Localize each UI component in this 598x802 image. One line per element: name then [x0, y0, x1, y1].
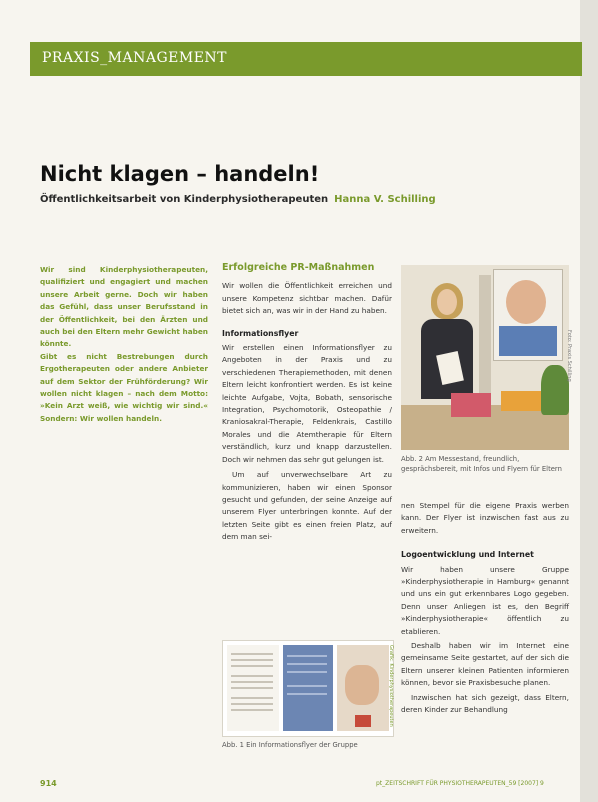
logo-paragraph: Wir haben unsere Gruppe »Kinderphysiotherapie in Hamburg« genannt und uns ein gut erkennbares Logo gegeben. Denn unser Anliegen ist es, den Begriff »Kinderphysiotherapie« öffentlich zu etablieren. — [401, 564, 569, 636]
pr-intro: Wir wollen die Öffentlichkeit erreichen und unsere Kompetenz sichtbar machen. Dafür bietet sich an, was wir in der Hand zu haben. — [222, 281, 392, 316]
photo-credit: Foto: Praxis Schilling — [566, 330, 572, 382]
lead-text — [40, 264, 208, 425]
flyer-image — [222, 640, 394, 737]
flyer-paragraph: Um auf unverwechselbare Art zu kommunizieren, haben wir einen Sponsor gesucht und gefunden, der seine Anzeige auf unserem Flyer unterbringen konnte. Auf der letzten Seite gibt es einen freien Platz, auf dem man sei- — [222, 470, 392, 542]
figure-2-caption: Abb. 2 Am Messestand, freundlich, gesprächsbereit, mit Infos und Flyern für Eltern — [401, 455, 562, 473]
column-two — [222, 262, 392, 544]
flyer-paragraph: Wir erstellen einen Informationsflyer zu Angeboten in der Praxis und zu verschiedenen Therapiemethoden, mit denen Eltern leicht konfrontiert werden. Es ist keine leichte Aufgabe, Vojta, Bobath, sensorische Integration, Psychomotorik, Osteopathie / Kraniosakral-Therapie, Feldenkrais, Castillo Morales und die Atemtherapie für Eltern verständlich, kurz und knapp darzustellen. Doch wir nehmen das sehr gut gelungen ist. — [222, 343, 392, 464]
logo-mark — [355, 715, 371, 727]
article-title: Nicht klagen – handeln! — [40, 162, 320, 186]
booth-photo — [401, 265, 569, 450]
logo-paragraph: Deshalb haben wir im Internet eine gemeinsame Seite gestartet, auf der sich die Eltern unserer kleinen Patienten informieren können, bevor sie Praxisbesuche planen. — [401, 641, 569, 688]
logo-paragraph: Inzwischen hat sich gezeigt, dass Eltern, deren Kinder zur Behandlung — [401, 692, 569, 715]
article-subtitle — [40, 194, 436, 205]
page-edge — [580, 0, 598, 802]
lead-paragraph: Wir sind Kinderphysiotherapeuten, qualifiziert und engagiert und machen unsere Arbeit gerne. Doch wir haben das Gefühl, dass unser Berufsstand in der Öffentlichkeit, bei den Ärzten und auch bei den Eltern mehr Gewicht haben könnte. — [40, 265, 208, 349]
col3-paragraph: nen Stempel für die eigene Praxis werben kann. Der Flyer ist inzwischen fast aus zu erweitern. — [401, 501, 569, 535]
flyer-page — [337, 645, 389, 731]
pr-heading: Erfolgreiche PR-Maßnahmen — [222, 262, 375, 273]
section-banner — [30, 42, 582, 76]
subtitle-text: Öffentlichkeitsarbeit von Kinderphysiotherapeuten — [40, 194, 329, 205]
flyer-heading: Informationsflyer — [222, 328, 299, 338]
logo-heading: Logoentwicklung und Internet — [401, 550, 534, 560]
flyer-page — [227, 645, 279, 731]
page-number: 914 — [40, 779, 57, 788]
column-three — [401, 500, 569, 717]
article-author: Hanna V. Schilling — [334, 194, 436, 205]
flyer-page — [283, 645, 333, 731]
baby-poster — [493, 269, 563, 361]
lead-paragraph: Gibt es nicht Bestrebungen durch Ergotherapeuten oder andere Anbieter auf dem Sektor der Frühförderung? Wir wollen nicht klagen – nach dem Motto: »Kein Arzt weiß, wie wichtig wir sind.« Sondern: Wir wollen handeln. — [40, 351, 208, 423]
figure-1-caption: Abb. 1 Ein Informationsflyer der Gruppe — [222, 741, 358, 749]
journal-footer: pt_ZEITSCHRIFT FÜR PHYSIOTHERAPEUTEN_59 [2007] 9 — [376, 780, 544, 787]
hand-photo — [345, 665, 379, 705]
section-label: PRAXIS_MANAGEMENT — [42, 50, 228, 66]
flyer-credit: Grafik: Kinderphysiotherapeuten — [388, 645, 394, 727]
